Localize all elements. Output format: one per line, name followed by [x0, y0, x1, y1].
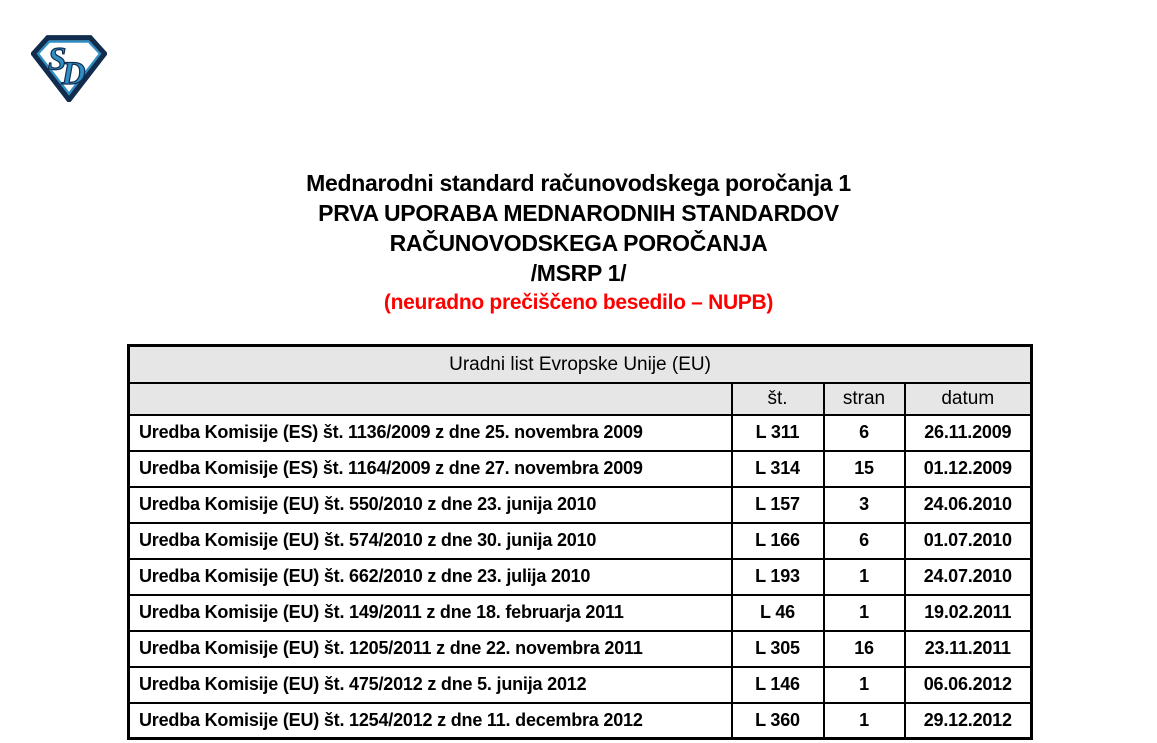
table-caption: Uradni list Evropske Unije (EU)	[129, 346, 1032, 383]
regulation-cell: Uredba Komisije (EU) št. 574/2010 z dne 30. junija 2010	[129, 523, 732, 559]
journal-number-cell: L 46	[732, 595, 824, 631]
title-line-3: RAČUNOVODSKEGA POROČANJA	[389, 230, 768, 256]
table-row	[129, 415, 1032, 451]
title-line-4: /MSRP 1/	[530, 260, 627, 286]
journal-number-cell: L 311	[732, 415, 824, 451]
table-row	[129, 703, 1032, 739]
journal-number-cell: L 360	[732, 703, 824, 739]
page-number-cell: 1	[824, 559, 905, 595]
svg-text:S: S	[47, 40, 67, 78]
regulation-cell: Uredba Komisije (ES) št. 1164/2009 z dne 27. novembra 2009	[129, 451, 732, 487]
table-column-header-row	[129, 383, 1032, 415]
date-cell: 01.12.2009	[905, 451, 1032, 487]
regulation-cell: Uredba Komisije (EU) št. 1205/2011 z dne 22. novembra 2011	[129, 631, 732, 667]
table-row	[129, 595, 1032, 631]
table-row	[129, 451, 1032, 487]
sd-diamond-icon	[31, 34, 107, 102]
date-cell: 23.11.2011	[905, 631, 1032, 667]
regulation-cell: Uredba Komisije (EU) št. 1254/2012 z dne 11. decembra 2012	[129, 703, 732, 739]
table-row	[129, 631, 1032, 667]
page-number-cell: 1	[824, 667, 905, 703]
date-cell: 19.02.2011	[905, 595, 1032, 631]
journal-number-cell: L 314	[732, 451, 824, 487]
page-number-cell: 6	[824, 415, 905, 451]
date-cell: 24.06.2010	[905, 487, 1032, 523]
journal-number-cell: L 193	[732, 559, 824, 595]
col-header-date: datum	[905, 383, 1032, 415]
table-row	[129, 667, 1032, 703]
date-cell: 24.07.2010	[905, 559, 1032, 595]
journal-number-cell: L 146	[732, 667, 824, 703]
page-number-cell: 15	[824, 451, 905, 487]
col-header-number: št.	[732, 383, 824, 415]
journal-number-cell: L 305	[732, 631, 824, 667]
regulation-cell: Uredba Komisije (EU) št. 662/2010 z dne 23. julija 2010	[129, 559, 732, 595]
date-cell: 29.12.2012	[905, 703, 1032, 739]
table-caption-row	[129, 346, 1032, 383]
regulation-cell: Uredba Komisije (EU) št. 149/2011 z dne 18. februarja 2011	[129, 595, 732, 631]
regulation-cell: Uredba Komisije (EU) št. 550/2010 z dne 23. junija 2010	[129, 487, 732, 523]
page-number-cell: 1	[824, 703, 905, 739]
document-title	[0, 168, 1157, 318]
table-row	[129, 523, 1032, 559]
journal-number-cell: L 166	[732, 523, 824, 559]
page-number-cell: 3	[824, 487, 905, 523]
page-number-cell: 16	[824, 631, 905, 667]
eu-official-journal-table	[127, 344, 1033, 740]
sd-logo	[31, 34, 107, 102]
col-header-regulation	[129, 383, 732, 415]
regulation-cell: Uredba Komisije (ES) št. 1136/2009 z dne 25. novembra 2009	[129, 415, 732, 451]
subtitle-nupb: (neuradno prečiščeno besedilo – NUPB)	[383, 291, 774, 314]
regulation-cell: Uredba Komisije (EU) št. 475/2012 z dne 5. junija 2012	[129, 667, 732, 703]
journal-number-cell: L 157	[732, 487, 824, 523]
title-line-1: Mednarodni standard računovodskega poročanja 1	[306, 170, 851, 196]
date-cell: 26.11.2009	[905, 415, 1032, 451]
title-line-2: PRVA UPORABA MEDNARODNIH STANDARDOV	[318, 200, 839, 226]
page-number-cell: 6	[824, 523, 905, 559]
table-body	[129, 415, 1032, 739]
col-header-page: stran	[824, 383, 905, 415]
page-number-cell: 1	[824, 595, 905, 631]
table-row	[129, 559, 1032, 595]
table-row	[129, 487, 1032, 523]
date-cell: 01.07.2010	[905, 523, 1032, 559]
svg-text:D: D	[61, 54, 86, 92]
date-cell: 06.06.2012	[905, 667, 1032, 703]
